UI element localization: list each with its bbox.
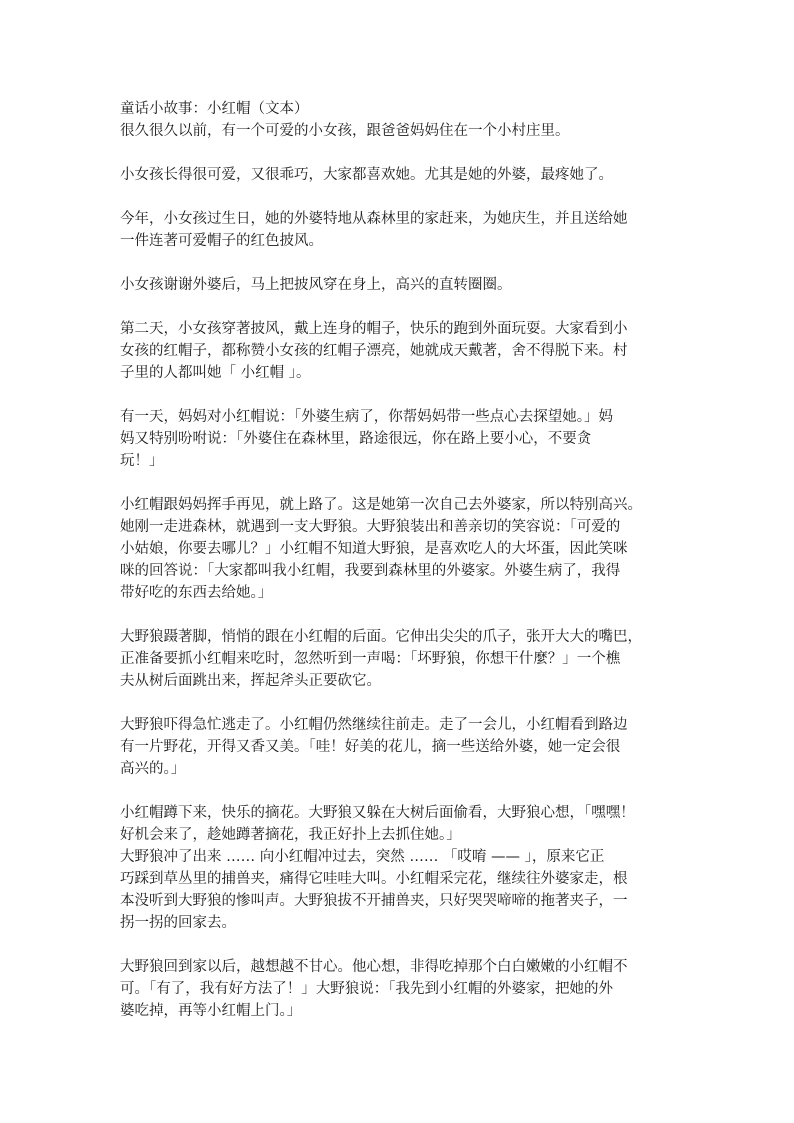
paragraph-line: 大野狼冲了出来 …… 向小红帽冲过去，突然 …… 「哎唷 —— 」，原来它正 [120,849,605,865]
paragraph-line: 高兴的。」 [120,761,186,777]
paragraph-line: 今年，小女孩过生日，她的外婆特地从森林里的家赶来，为她庆生，并且送给她 [120,211,628,227]
paragraph-gap [120,384,680,406]
paragraph-gap [120,472,680,494]
paragraph-gap [120,142,680,164]
paragraph-line: 女孩的红帽子，都称赞小女孩的红帽子漂亮，她就成天戴著，舍不得脱下来。村 [120,343,628,359]
paragraph-line: 本没听到大野狼的惨叫声。大野狼拔不开捕兽夹，只好哭哭啼啼的拖著夹子，一 [120,893,628,909]
paragraph-gap [120,604,680,626]
document-body [120,98,680,1022]
paragraph-gap [120,780,680,802]
paragraph-line: 一件连著可爱帽子的红色披风。 [120,233,323,249]
paragraph-line: 好机会来了，趁她蹲著摘花，我正好扑上去抓住她。」 [120,827,461,843]
paragraph-line: 巧踩到草丛里的捕兽夹，痛得它哇哇大叫。小红帽采完花，继续往外婆家走，根 [120,871,628,887]
paragraph-gap [120,252,680,274]
paragraph-line: 有一天，妈妈对小红帽说：「外婆生病了，你帮妈妈带一些点心去探望她。」妈 [120,409,613,425]
paragraph-line: 很久很久以前，有一个可爱的小女孩，跟爸爸妈妈住在一个小村庄里。 [120,123,570,139]
paragraph-line: 有一片野花，开得又香又美。「哇！好美的花儿，摘一些送给外婆，她一定会很 [120,739,621,755]
paragraph-line: 小红帽蹲下来，快乐的摘花。大野狼又躲在大树后面偷看，大野狼心想，「嘿嘿！ [120,805,635,821]
paragraph-line: 小姑娘，你要去哪儿？」小红帽不知道大野狼，是喜欢吃人的大坏蛋，因此笑咪 [120,541,628,557]
paragraph-line: 拐一拐的回家去。 [120,915,236,931]
paragraph-line: 小女孩长得很可爱，又很乖巧，大家都喜欢她。尤其是她的外婆，最疼她了。 [120,167,613,183]
paragraph-line: 玩！」 [120,453,164,469]
paragraph-line: 妈又特别吩咐说：「外婆住在森林里，路途很远，你在路上要小心，不要贪 [120,431,592,447]
paragraph-line: 第二天，小女孩穿著披风，戴上连身的帽子，快乐的跑到外面玩耍。大家看到小 [120,321,628,337]
paragraph-line: 夫从树后面跳出来，挥起斧头正要砍它。 [120,673,381,689]
paragraph-line: 她刚一走进森林，就遇到一支大野狼。大野狼装出和善亲切的笑容说：「可爱的 [120,519,621,535]
paragraph-line: 咪的回答说：「大家都叫我小红帽，我要到森林里的外婆家。外婆生病了，我得 [120,563,621,579]
paragraph-line: 子里的人都叫她「 小红帽 」。 [120,365,311,381]
paragraph-line: 大野狼蹑著脚，悄悄的跟在小红帽的后面。它伸出尖尖的爪子，张开大大的嘴巴， [120,629,642,645]
paragraph-line: 小女孩谢谢外婆后，马上把披风穿在身上，高兴的直转圈圈。 [120,277,512,293]
paragraph-gap [120,692,680,714]
paragraph-gap [120,296,680,318]
paragraph-line: 带好吃的东西去给她。」 [120,585,273,601]
paragraph-gap [120,934,680,956]
paragraph-line: 正准备要抓小红帽来吃时，忽然听到一声喝：「坏野狼，你想干什麼？」一个樵 [120,651,621,667]
paragraph-line: 小红帽跟妈妈挥手再见，就上路了。这是她第一次自己去外婆家，所以特别高兴。 [120,497,642,513]
paragraph-line: 大野狼回到家以后，越想越不甘心。他心想，非得吃掉那个白白嫩嫩的小红帽不 [120,959,628,975]
paragraph-line: 大野狼吓得急忙逃走了。小红帽仍然继续往前走。走了一会儿，小红帽看到路边 [120,717,628,733]
paragraph-gap [120,186,680,208]
paragraph-line: 可。「有了，我有好方法了！」大野狼说：「我先到小红帽的外婆家，把她的外 [120,981,613,997]
paragraph-line: 婆吃掉，再等小红帽上门。」 [120,1003,302,1019]
document-title: 童话小故事：小红帽（文本） [120,101,309,117]
